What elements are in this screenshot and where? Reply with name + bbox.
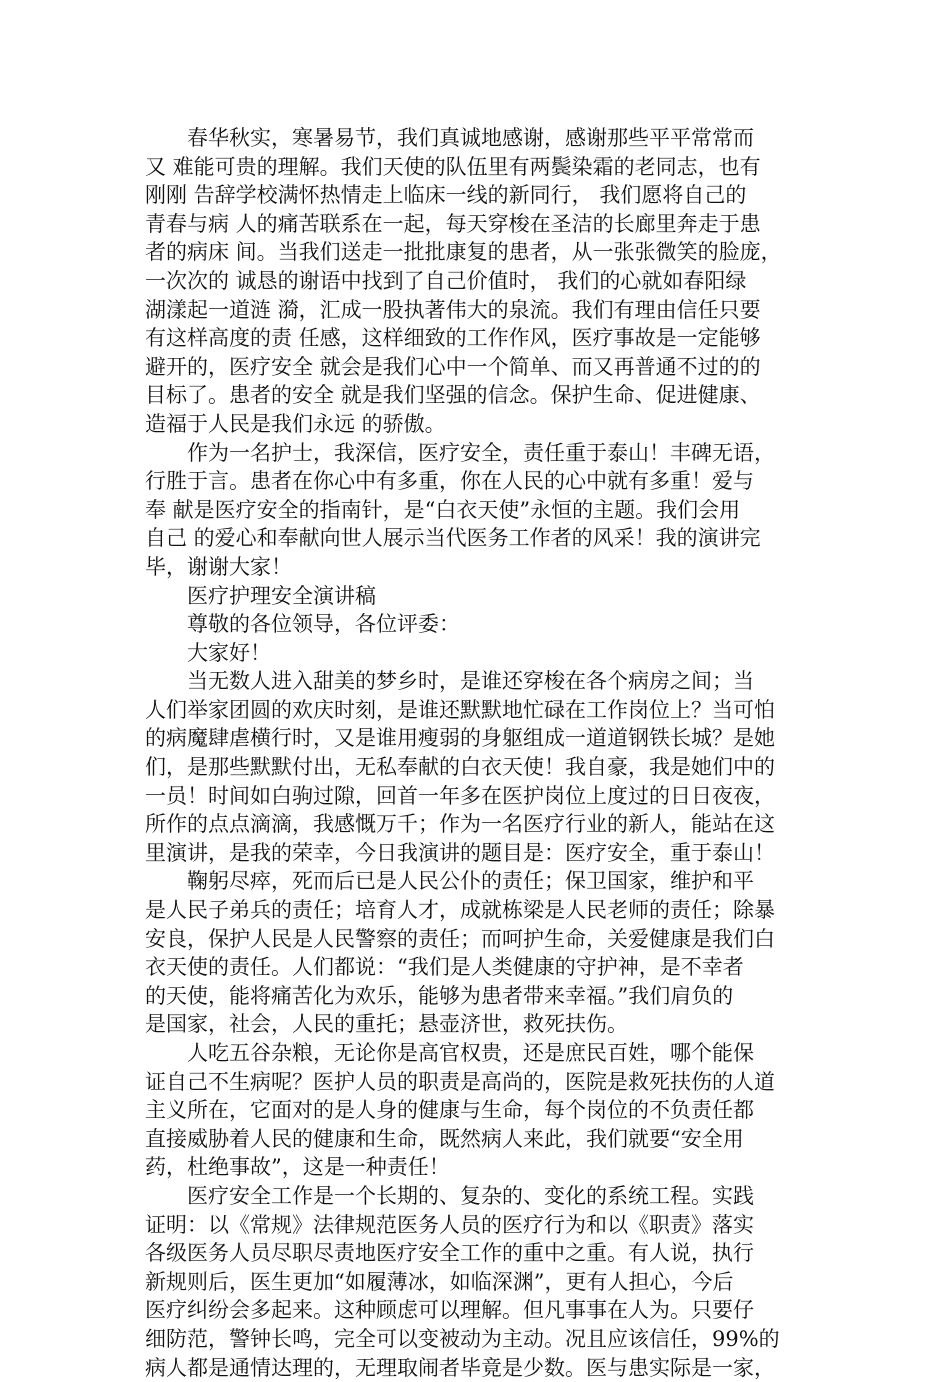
text-line: 是人民子弟兵的责任；培育人才，成就栋梁是人民老师的责任；除暴 [145, 898, 775, 923]
text-line: 造福于人民是我们永远 的骄傲。 [145, 411, 446, 436]
text-line: 衣天使的责任。人们都说：“我们是人类健康的守护神，是不幸者 [145, 955, 744, 980]
text-line: 里演讲，是我的荣幸，今日我演讲的题目是：医疗安全，重于泰山！ [145, 840, 775, 865]
text-line: 安良，保护人民是人民警察的责任；而呵护生命，关爱健康是我们白 [145, 926, 775, 951]
salutation: 尊敬的各位领导，各位评委： [145, 612, 460, 637]
text-line: 们，是那些默默付出，无私奉献的白衣天使！我自豪，我是她们中的 [145, 755, 775, 780]
speech-title: 医疗护理安全演讲稿 [145, 583, 376, 608]
text-line: 又 难能可贵的理解。我们天使的队伍里有两鬓染霜的老同志，也有 [145, 154, 761, 179]
text-line: 毕，谢谢大家！ [145, 554, 292, 579]
text-line: 细防范，警钟长鸣，完全可以变被动为主动。况且应该信任，99%的 [145, 1326, 780, 1351]
text-line: 春华秋实，寒暑易节，我们真诚地感谢，感谢那些平平常常而 [145, 126, 754, 150]
text-line: 行胜于言。患者在你心中有多重，你在人民的心中就有多重！爱与 [145, 469, 754, 494]
text-line: 人吃五谷杂粮，无论你是高官权贵，还是庶民百姓，哪个能保 [145, 1041, 754, 1065]
text-line: 一次次的 诚恳的谢语中找到了自己价值时， 我们的心就如春阳绿 [145, 268, 747, 293]
text-line: 者的病床 间。当我们送走一批批康复的患者，从一张张微笑的脸庞， [145, 240, 782, 265]
text-line: 青春与病 人的痛苦联系在一起，每天穿梭在圣洁的长廊里奔走于患 [145, 211, 761, 236]
text-line: 医疗纠纷会多起来。这种顾虑可以理解。但凡事事在人为。只要仔 [145, 1298, 754, 1323]
text-line: 新规则后，医生更加“如履薄冰，如临深渊”，更有人担心，今后 [145, 1269, 734, 1294]
greeting: 大家好！ [145, 640, 271, 665]
text-line: 医疗安全工作是一个长期的、复杂的、变化的系统工程。实践 [145, 1183, 754, 1208]
text-line: 一员！时间如白驹过隙，回首一年多在医护岗位上度过的日日夜夜， [145, 783, 775, 808]
text-line: 各级医务人员尽职尽责地医疗安全工作的重中之重。有人说，执行 [145, 1241, 754, 1266]
text-line: 是国家，社会，人民的重托；悬壶济世，救死扶伤。 [145, 1012, 628, 1037]
text-line: 病人都是通情达理的，无理取闹者毕竟是少数。医与患实际是一家， [145, 1355, 775, 1380]
text-line: 证明：以《常规》法律规范医务人员的医疗行为和以《职责》落实 [145, 1212, 754, 1237]
text-line: 刚刚 告辞学校满怀热情走上临床一线的新同行， 我们愿将自己的 [145, 183, 747, 208]
text-line: 自己 的爱心和奉献向世人展示当代医务工作者的风采！我的演讲完 [145, 526, 761, 551]
text-line: 避开的，医疗安全 就会是我们心中一个简单、而又再普通不过的的 [145, 354, 761, 379]
text-line: 直接威胁着人民的健康和生命，既然病人来此，我们就要“安全用 [145, 1126, 744, 1151]
text-line: 奉 献是医疗安全的指南针，是“白衣天使”永恒的主题。我们会用 [145, 497, 741, 522]
text-line: 当无数人进入甜美的梦乡时，是谁还穿梭在各个病房之间；当 [145, 669, 754, 694]
text-line: 证自己不生病呢？医护人员的职责是高尚的，医院是救死扶伤的人道 [145, 1069, 775, 1094]
text-line: 所作的点点滴滴，我感慨万千；作为一名医疗行业的新人，能站在这 [145, 812, 775, 837]
text-line: 鞠躬尽瘁，死而后已是人民公仆的责任；保卫国家，维护和平 [145, 869, 754, 894]
text-line: 主义所在，它面对的是人身的健康与生命，每个岗位的不负责任都 [145, 1098, 754, 1123]
text-line: 的天使，能将痛苦化为欢乐，能够为患者带来幸福。”我们肩负的 [145, 983, 734, 1008]
text-line: 湖漾起一道涟 漪，汇成一股执著伟大的泉流。我们有理由信任只要 [145, 297, 761, 322]
text-line: 的病魔肆虐横行时，又是谁用瘦弱的身躯组成一道道钢铁长城？是她 [145, 726, 775, 751]
text-line: 作为一名护士，我深信，医疗安全，责任重于泰山！丰碑无语， [145, 440, 775, 465]
text-line: 有这样高度的责 任感，这样细致的工作作风，医疗事故是一定能够 [145, 326, 761, 351]
text-line: 药，杜绝事故”，这是一种责任！ [145, 1155, 450, 1180]
text-line: 目标了。患者的安全 就是我们坚强的信念。保护生命、促进健康、 [145, 383, 761, 408]
speech-text [145, 124, 835, 1382]
text-line: 人们举家团圆的欢庆时刻，是谁还默默地忙碌在工作岗位上？当可怕 [145, 697, 775, 722]
